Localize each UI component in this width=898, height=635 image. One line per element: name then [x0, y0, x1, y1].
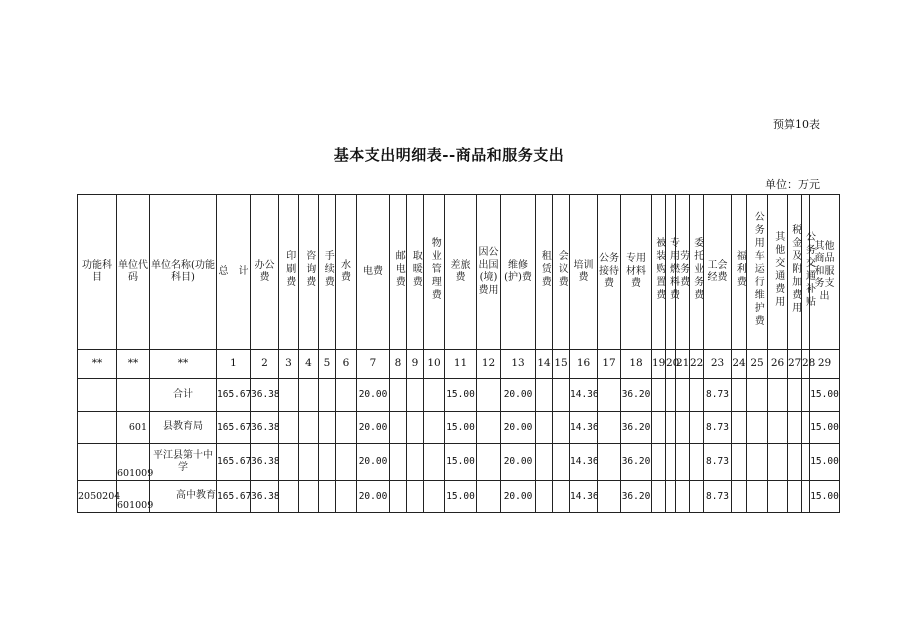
table-cell [78, 379, 117, 412]
table-cell: 165.67 [217, 444, 251, 481]
table-cell [553, 412, 570, 444]
table-cell [279, 412, 299, 444]
table-cell: 20.00 [357, 481, 390, 513]
table-cell [690, 412, 704, 444]
table-cell: 8.73 [704, 481, 732, 513]
table-cell [407, 444, 424, 481]
column-number: 3 [279, 350, 299, 379]
column-header-label: 租赁费 [539, 250, 551, 290]
column-header: 维修(护)费 [501, 195, 536, 350]
column-header: 单位名称(功能科目) [150, 195, 217, 350]
table-cell [732, 379, 747, 412]
table-cell [598, 379, 621, 412]
table-cell: 165.67 [217, 412, 251, 444]
column-number: 24 [732, 350, 747, 379]
column-number: 23 [704, 350, 732, 379]
table-cell: 36.20 [621, 379, 652, 412]
table-cell: 601009 [117, 444, 150, 481]
table-cell [536, 379, 553, 412]
column-header [788, 195, 802, 350]
column-header-label: 公务用车运行维护费 [752, 211, 764, 329]
table-cell: 15.00 [445, 481, 477, 513]
column-header [690, 195, 704, 350]
table-cell [598, 481, 621, 513]
column-header [424, 195, 445, 350]
column-header-label: 税金及附加费用 [789, 224, 801, 316]
table-cell: 2050204 [78, 481, 117, 513]
column-number: 21 [676, 350, 690, 379]
table-cell [78, 444, 117, 481]
table-cell: 36.38 [251, 481, 279, 513]
table-cell [536, 412, 553, 444]
table-cell: 15.00 [445, 379, 477, 412]
table-cell: 15.00 [810, 412, 840, 444]
table-cell [666, 379, 676, 412]
table-cell [690, 481, 704, 513]
column-header: 公务接待费 [598, 195, 621, 350]
column-header: 专用材料费 [621, 195, 652, 350]
column-number: 18 [621, 350, 652, 379]
table-cell [666, 481, 676, 513]
page-title: 基本支出明细表--商品和服务支出 [333, 146, 565, 164]
table-cell [802, 412, 810, 444]
table-cell [652, 412, 666, 444]
table-cell: 14.36 [570, 379, 598, 412]
table-cell [802, 444, 810, 481]
column-header: 电费 [357, 195, 390, 350]
table-cell: 20.00 [501, 481, 536, 513]
column-number: 12 [477, 350, 501, 379]
column-header [732, 195, 747, 350]
column-number-row [78, 350, 840, 379]
table-cell: 高中教育 [150, 481, 217, 513]
column-header: 其他商品和服务支出 [810, 195, 840, 350]
table-cell [690, 379, 704, 412]
column-header-label: 公务交通补贴 [803, 230, 815, 309]
table-cell: 20.00 [357, 379, 390, 412]
table-cell [768, 444, 788, 481]
column-number: ** [117, 350, 150, 379]
column-number: 4 [299, 350, 319, 379]
table-cell [652, 481, 666, 513]
column-header [768, 195, 788, 350]
column-number: ** [150, 350, 217, 379]
table-cell: 14.36 [570, 412, 598, 444]
column-header-label: 其他交通费用 [772, 230, 784, 309]
table-cell [690, 444, 704, 481]
column-number: 26 [768, 350, 788, 379]
column-header-label: 专用燃料费 [667, 237, 679, 303]
table-cell: 601 [117, 412, 150, 444]
table-cell [390, 444, 407, 481]
column-header [666, 195, 679, 350]
column-header: 培训费 [570, 195, 598, 350]
column-header [802, 195, 815, 350]
table-cell [536, 444, 553, 481]
column-header-label: 印刷费 [283, 250, 295, 290]
table-cell [299, 412, 319, 444]
table-cell [802, 379, 810, 412]
column-number: 5 [319, 350, 336, 379]
column-header-label: 物业管理费 [429, 237, 441, 303]
column-header: 工会经费 [704, 195, 732, 350]
table-cell [666, 412, 676, 444]
table-cell [319, 379, 336, 412]
table-cell [732, 412, 747, 444]
table-cell [732, 444, 747, 481]
column-header [676, 195, 690, 350]
table-cell [676, 481, 690, 513]
column-number: 29 [810, 350, 840, 379]
table-row [78, 444, 840, 481]
column-number: 28 [802, 350, 810, 379]
table-cell [802, 481, 810, 513]
table-cell [407, 412, 424, 444]
table-cell: 14.36 [570, 444, 598, 481]
column-number: 15 [553, 350, 570, 379]
table-row [78, 412, 840, 444]
table-cell: 165.67 [217, 379, 251, 412]
table-cell [424, 412, 445, 444]
table-cell [652, 379, 666, 412]
table-cell [788, 481, 802, 513]
column-header [279, 195, 299, 350]
table-cell: 15.00 [810, 481, 840, 513]
table-cell [477, 481, 501, 513]
table-cell [652, 444, 666, 481]
column-header-label: 被装购置费 [653, 237, 665, 303]
table-cell [424, 481, 445, 513]
table-cell: 36.20 [621, 444, 652, 481]
column-header [747, 195, 768, 350]
column-header-label: 委托业务费 [691, 237, 703, 303]
column-number: 9 [407, 350, 424, 379]
column-header: 功能科目 [78, 195, 117, 350]
column-number: 19 [652, 350, 666, 379]
table-cell [768, 412, 788, 444]
table-cell: 县教育局 [150, 412, 217, 444]
column-header-label: 手续费 [322, 250, 334, 290]
table-cell [390, 481, 407, 513]
table-cell [676, 412, 690, 444]
table-cell [747, 412, 768, 444]
table-cell: 36.20 [621, 481, 652, 513]
table-cell [477, 444, 501, 481]
table-cell [553, 379, 570, 412]
table-cell [117, 379, 150, 412]
column-header-label: 福利费 [734, 250, 746, 290]
column-number: 11 [445, 350, 477, 379]
column-number: 10 [424, 350, 445, 379]
table-cell: 36.38 [251, 444, 279, 481]
table-cell [424, 444, 445, 481]
column-number: ** [78, 350, 117, 379]
table-cell [279, 444, 299, 481]
column-number: 25 [747, 350, 768, 379]
column-number: 13 [501, 350, 536, 379]
column-header-label: 邮电费 [393, 250, 405, 290]
table-row [78, 481, 840, 513]
table-cell [768, 481, 788, 513]
table-cell [336, 379, 357, 412]
table-cell [390, 412, 407, 444]
column-number: 20 [666, 350, 676, 379]
column-header [536, 195, 553, 350]
table-cell: 20.00 [357, 444, 390, 481]
column-number: 16 [570, 350, 598, 379]
column-header-label: 咨询费 [303, 250, 315, 290]
column-header [652, 195, 666, 350]
column-header-label: 劳务费 [677, 250, 689, 290]
table-cell [598, 444, 621, 481]
table-cell [553, 444, 570, 481]
table-cell [747, 379, 768, 412]
column-header: 单位代码 [117, 195, 150, 350]
column-header-label: 取暖费 [410, 250, 422, 290]
column-number: 1 [217, 350, 251, 379]
table-cell: 15.00 [445, 412, 477, 444]
table-cell [788, 412, 802, 444]
column-header [299, 195, 319, 350]
table-cell: 8.73 [704, 379, 732, 412]
table-cell [319, 481, 336, 513]
column-header: 差旅费 [445, 195, 477, 350]
table-cell: 36.20 [621, 412, 652, 444]
column-number: 17 [598, 350, 621, 379]
table-cell [279, 379, 299, 412]
form-code: 预算10表 [773, 118, 820, 131]
table-cell: 36.38 [251, 412, 279, 444]
column-header: 办公费 [251, 195, 279, 350]
column-number: 22 [690, 350, 704, 379]
column-header: 总 计 [217, 195, 251, 350]
table-cell: 8.73 [704, 444, 732, 481]
table-row [78, 379, 840, 412]
table-cell: 14.36 [570, 481, 598, 513]
table-cell [407, 379, 424, 412]
table-cell [424, 379, 445, 412]
table-cell [78, 412, 117, 444]
column-header [407, 195, 424, 350]
table-cell [319, 444, 336, 481]
table-cell [299, 444, 319, 481]
table-cell: 15.00 [810, 444, 840, 481]
table-cell [319, 412, 336, 444]
column-number: 8 [390, 350, 407, 379]
unit-label: 单位：万元 [765, 178, 820, 191]
column-number: 6 [336, 350, 357, 379]
table-cell [336, 444, 357, 481]
table-cell [336, 481, 357, 513]
table-cell: 601009 [117, 481, 150, 513]
table-cell: 20.00 [501, 412, 536, 444]
table-cell [477, 412, 501, 444]
column-header [390, 195, 407, 350]
table-cell: 合计 [150, 379, 217, 412]
table-cell [666, 444, 676, 481]
table-cell [336, 412, 357, 444]
column-number: 2 [251, 350, 279, 379]
expenditure-table [77, 194, 840, 513]
table-cell [536, 481, 553, 513]
column-number: 7 [357, 350, 390, 379]
table-cell [477, 379, 501, 412]
table-cell [768, 379, 788, 412]
table-cell: 20.00 [501, 379, 536, 412]
column-header-label: 会议费 [556, 250, 568, 290]
table-cell [676, 379, 690, 412]
table-cell: 15.00 [445, 444, 477, 481]
table-cell: 平江县第十中学 [150, 444, 217, 481]
column-header: 水费 [336, 195, 357, 350]
table-cell [279, 481, 299, 513]
table-cell [299, 379, 319, 412]
header-row [78, 195, 840, 350]
table-cell [407, 481, 424, 513]
table-cell [747, 444, 768, 481]
table-cell: 36.38 [251, 379, 279, 412]
column-header: 因公出国(境)费用 [477, 195, 501, 350]
table-cell [390, 379, 407, 412]
column-number: 14 [536, 350, 553, 379]
table-cell: 20.00 [501, 444, 536, 481]
table-cell [747, 481, 768, 513]
table-cell: 8.73 [704, 412, 732, 444]
table-cell [299, 481, 319, 513]
table-cell: 15.00 [810, 379, 840, 412]
table-cell [732, 481, 747, 513]
table-cell [788, 444, 802, 481]
table-cell [676, 444, 690, 481]
column-header [319, 195, 336, 350]
table-cell [598, 412, 621, 444]
table-cell [788, 379, 802, 412]
column-number: 27 [788, 350, 802, 379]
column-header [553, 195, 570, 350]
table-cell: 20.00 [357, 412, 390, 444]
table-cell [553, 481, 570, 513]
table-cell: 165.67 [217, 481, 251, 513]
